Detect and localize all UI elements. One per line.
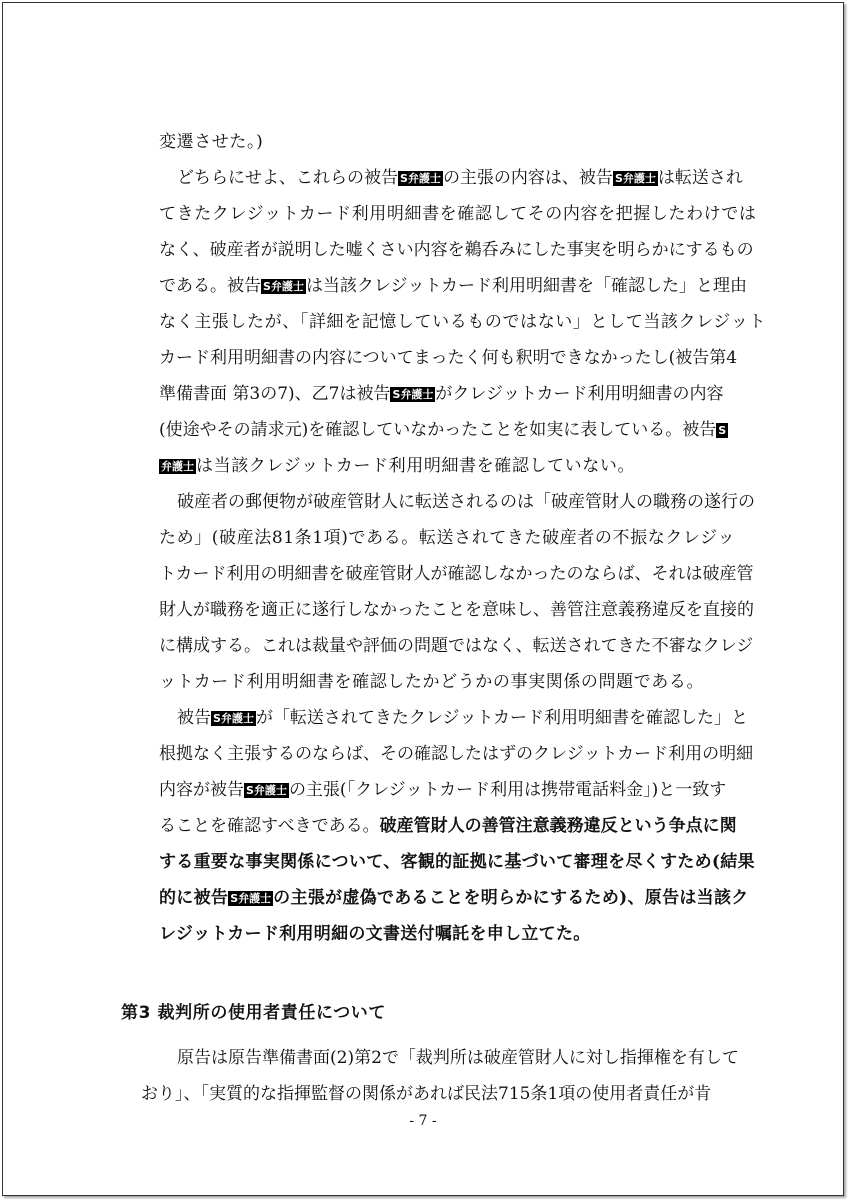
text-fragment: は当該クレジットカード利用明細書を「確認した」と理由 — [305, 276, 748, 296]
text-line: なく主張したが、「詳細を記憶しているものではない」として当該クレジット — [159, 312, 767, 332]
text-line — [177, 707, 777, 729]
text-line: 破産者の郵便物が破産管財人に転送されるのは「破産管財人の職務の遂行の — [177, 492, 755, 512]
text-line: トカード利用の明細書を破産管財人が確認しなかったのならば、それは破産管 — [159, 564, 754, 584]
section-heading: 第3 裁判所の使用者責任について — [121, 1003, 387, 1023]
redaction-tag: S弁護士 — [614, 172, 656, 185]
text-line — [159, 275, 759, 297]
text-fragment: が「転送されてきたクレジットカード利用明細書を確認した」と — [255, 708, 749, 728]
redaction-tag: S — [718, 424, 727, 437]
redaction-tag: S弁護士 — [400, 172, 441, 185]
text-line: なく、破産者が説明した嘘くさい内容を鵜呑みにした事実を明らかにするもの — [159, 240, 754, 260]
text-fragment: 内容が被告 — [159, 780, 244, 800]
text-fragment: の主張(「クレジットカード利用は携帯電話料金」)と一致す — [288, 780, 727, 800]
text-line: 根拠なく主張するのならば、その確認したはずのクレジットカード利用の明細 — [159, 744, 754, 764]
text-line — [159, 383, 759, 405]
bold-text: 破産管財人の善管注意義務違反という争点に関 — [379, 816, 737, 836]
redaction-tag: S弁護士 — [263, 280, 304, 293]
bold-text-line: する重要な事実関係について、客観的証拠に基づいて審理を尽くすため(結果 — [159, 852, 755, 872]
document-page — [2, 2, 844, 1196]
text-line: おり」、「実質的な指揮監督の関係があれば民法715条1項の使用者責任が肯 — [141, 1084, 712, 1104]
text-line: 原告は原告準備書面(2)第2で「裁判所は破産管財人に対し指揮権を有して — [177, 1048, 739, 1068]
text-fragment: は当該クレジットカード利用明細書を確認していない。 — [196, 456, 636, 476]
redaction-tag: S弁護士 — [230, 892, 272, 905]
text-fragment: 準備書面 第3の7)、乙7は被告 — [159, 384, 391, 404]
text-fragment: ることを確認すべきである。 — [159, 816, 380, 836]
text-line — [177, 167, 777, 189]
text-fragment: (使途やその請求元)を確認していなかったことを如実に表している。被告 — [159, 420, 717, 440]
redaction-tag: S弁護士 — [392, 388, 434, 401]
text-fragment: である。被告 — [159, 276, 261, 296]
text-line — [159, 455, 759, 477]
text-fragment: 的に被告 — [159, 888, 229, 908]
redaction-tag: 弁護士 — [161, 460, 194, 473]
text-fragment: 被告 — [177, 708, 211, 728]
bold-text-line — [159, 887, 759, 909]
bold-text-line: レジットカード利用明細の文書送付嘱託を申し立てた。 — [159, 924, 591, 944]
text-fragment: は転送され — [657, 168, 743, 188]
text-line — [159, 419, 759, 441]
redaction-tag: S弁護士 — [246, 784, 287, 797]
text-line: ットカード利用明細書を確認したかどうかの事実関係の問題である。 — [159, 672, 705, 692]
redaction-tag: S弁護士 — [213, 712, 254, 725]
text-fragment: の主張が虚偽であることを明らかにするため)、原告は当該ク — [273, 888, 749, 908]
text-fragment: の主張の内容は、被告 — [442, 168, 613, 188]
page-number: - 7 - — [409, 1113, 437, 1129]
text-line: 財人が職務を適正に遂行しなかったことを意味し、善管注意義務違反を直接的 — [159, 600, 754, 620]
text-line: カード利用明細書の内容についてまったく何も釈明できなかったし(被告第4 — [159, 348, 738, 368]
text-line — [159, 815, 759, 837]
text-fragment: がクレジットカード利用明細書の内容 — [435, 384, 724, 404]
text-line: 変遷させた。) — [159, 132, 264, 152]
text-line: てきたクレジットカード利用明細書を確認してその内容を把握したわけでは — [159, 204, 757, 224]
text-fragment: どちらにせよ、これらの被告 — [177, 168, 398, 188]
text-line — [159, 779, 759, 801]
text-line: に構成する。これは裁量や評価の問題ではなく、転送されてきた不審なクレジ — [159, 636, 754, 656]
text-line: ため」(破産法81条1項)である。転送されてきた破産者の不振なクレジッ — [159, 528, 736, 548]
